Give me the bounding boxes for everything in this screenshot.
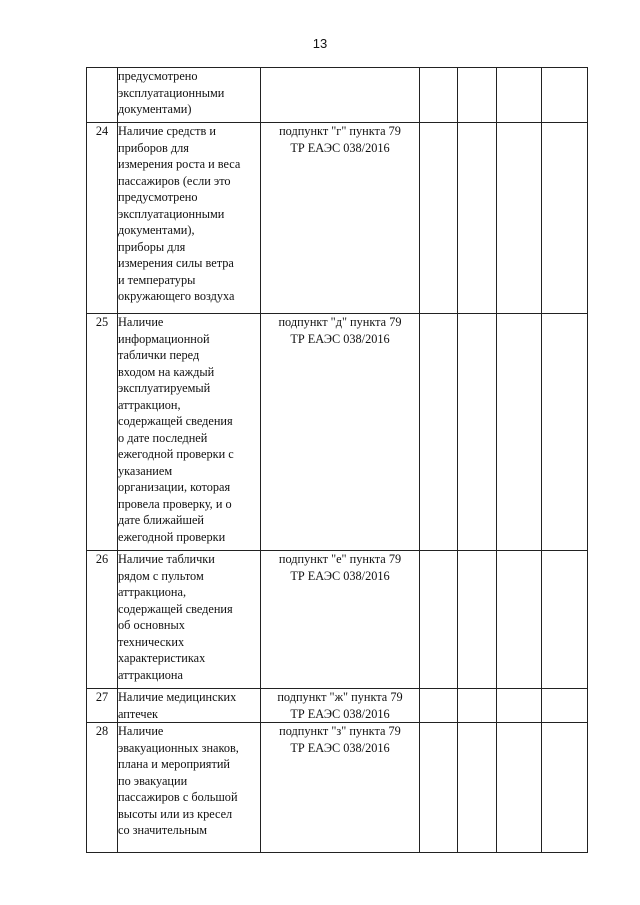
requirement-text-line: Наличие bbox=[118, 724, 164, 738]
answer-yes-cell bbox=[420, 551, 458, 689]
row-number: 26 bbox=[87, 551, 118, 689]
requirement-cell bbox=[118, 123, 261, 314]
answer-no-cell bbox=[458, 68, 497, 123]
requirement-text-line: ежегодной проверки bbox=[118, 529, 226, 544]
table-row bbox=[87, 68, 588, 123]
answer-na-cell bbox=[497, 68, 542, 123]
requirement-text-line: окружающего воздуха bbox=[118, 289, 235, 303]
row-number: 25 bbox=[87, 314, 118, 551]
requirement-text-line: информационной bbox=[118, 331, 210, 346]
reference-cell bbox=[261, 314, 420, 551]
requirement-text-line: технических bbox=[118, 634, 185, 649]
requirement-text-line: аттракциона, bbox=[118, 585, 187, 599]
note-cell bbox=[542, 123, 588, 314]
reference-cell bbox=[261, 689, 420, 723]
requirement-text-line: аттракциона bbox=[118, 667, 183, 682]
requirement-text-line: аттракцион, bbox=[118, 397, 181, 412]
answer-yes-cell bbox=[420, 689, 458, 723]
requirement-text-line: пассажиров с большой bbox=[118, 790, 238, 804]
requirement-text-line: Наличие средств и bbox=[118, 124, 216, 138]
requirement-text-line: приборы для bbox=[118, 239, 186, 254]
row-number: 24 bbox=[87, 123, 118, 314]
answer-yes-cell bbox=[420, 68, 458, 123]
requirement-text-line: документами), bbox=[118, 223, 195, 237]
answer-no-cell bbox=[458, 689, 497, 723]
requirement-text-line: аптечек bbox=[118, 706, 159, 721]
requirement-text-line: о дате последней bbox=[118, 430, 208, 445]
table-row bbox=[87, 123, 588, 314]
requirement-text-line: измерения силы ветра bbox=[118, 256, 234, 270]
row-number: 28 bbox=[87, 723, 118, 853]
reference-text-line: ТР ЕАЭС 038/2016 bbox=[290, 331, 390, 346]
answer-na-cell bbox=[497, 314, 542, 551]
requirement-text-line: измерения роста и веса bbox=[118, 157, 241, 171]
requirement-text-line: дате ближайшей bbox=[118, 513, 205, 527]
requirement-text-line: указанием bbox=[118, 463, 173, 478]
reference-text-line: подпункт "г" пункта 79 bbox=[279, 124, 401, 138]
requirement-text-line: и температуры bbox=[118, 272, 196, 287]
reference-cell bbox=[261, 551, 420, 689]
answer-yes-cell bbox=[420, 723, 458, 853]
requirement-text-line: организации, которая bbox=[118, 480, 231, 494]
requirement-text-line: эксплуатационными bbox=[118, 206, 225, 221]
reference-text-line: подпункт "з" пункта 79 bbox=[279, 724, 401, 738]
reference-cell bbox=[261, 68, 420, 123]
row-number bbox=[87, 68, 118, 123]
requirement-text-line: содержащей сведения bbox=[118, 601, 233, 616]
answer-no-cell bbox=[458, 551, 497, 689]
requirement-text-line: Наличие медицинских bbox=[118, 690, 237, 704]
requirement-text-line: таблички перед bbox=[118, 348, 200, 362]
note-cell bbox=[542, 551, 588, 689]
requirement-text-line: провела проверку, и о bbox=[118, 496, 232, 511]
answer-na-cell bbox=[497, 123, 542, 314]
requirement-text-line: Наличие bbox=[118, 315, 164, 329]
answer-yes-cell bbox=[420, 314, 458, 551]
requirement-text-line: характеристиках bbox=[118, 651, 206, 665]
requirement-text-line: эвакуационных знаков, bbox=[118, 740, 239, 755]
requirement-cell bbox=[118, 723, 261, 853]
requirement-text-line: со значительным bbox=[118, 823, 208, 837]
answer-na-cell bbox=[497, 689, 542, 723]
answer-yes-cell bbox=[420, 123, 458, 314]
note-cell bbox=[542, 723, 588, 853]
requirement-cell bbox=[118, 314, 261, 551]
requirement-text-line: об основных bbox=[118, 618, 185, 632]
requirement-text-line: Наличие таблички bbox=[118, 552, 215, 566]
reference-text-line: подпункт "е" пункта 79 bbox=[278, 552, 402, 566]
requirement-text-line: предусмотрено bbox=[118, 69, 198, 83]
table-row bbox=[87, 689, 588, 723]
reference-text-line: подпункт "д" пункта 79 bbox=[278, 315, 402, 329]
table-row bbox=[87, 723, 588, 853]
table-row bbox=[87, 314, 588, 551]
requirement-text-line: приборов для bbox=[118, 140, 189, 155]
answer-na-cell bbox=[497, 551, 542, 689]
requirement-text-line: входом на каждый bbox=[118, 364, 215, 379]
requirement-text-line: ежегодной проверки с bbox=[118, 447, 234, 461]
requirement-text-line: по эвакуации bbox=[118, 773, 188, 788]
answer-na-cell bbox=[497, 723, 542, 853]
requirement-text-line: предусмотрено bbox=[118, 190, 198, 204]
table-row bbox=[87, 551, 588, 689]
requirement-text-line: документами) bbox=[118, 102, 192, 116]
reference-text-line: подпункт "ж" пункта 79 bbox=[277, 690, 403, 704]
note-cell bbox=[542, 689, 588, 723]
answer-no-cell bbox=[458, 314, 497, 551]
reference-text-line: ТР ЕАЭС 038/2016 bbox=[290, 706, 390, 721]
requirement-text-line: содержащей сведения bbox=[118, 414, 233, 428]
reference-cell bbox=[261, 123, 420, 314]
requirement-text-line: эксплуатационными bbox=[118, 85, 225, 100]
reference-text-line: ТР ЕАЭС 038/2016 bbox=[290, 568, 390, 583]
note-cell bbox=[542, 314, 588, 551]
requirement-text-line: эксплуатируемый bbox=[118, 381, 211, 395]
checklist-table bbox=[86, 67, 588, 853]
requirement-cell bbox=[118, 689, 261, 723]
page-number: 13 bbox=[312, 36, 328, 51]
reference-text-line: ТР ЕАЭС 038/2016 bbox=[290, 740, 390, 755]
requirement-cell bbox=[118, 551, 261, 689]
answer-no-cell bbox=[458, 123, 497, 314]
answer-no-cell bbox=[458, 723, 497, 853]
requirement-cell bbox=[118, 68, 261, 123]
requirement-text-line: плана и мероприятий bbox=[118, 757, 230, 771]
requirement-text-line: пассажиров (если это bbox=[118, 173, 231, 188]
row-number: 27 bbox=[87, 689, 118, 723]
note-cell bbox=[542, 68, 588, 123]
requirement-text-line: рядом с пультом bbox=[118, 568, 204, 583]
reference-text-line: ТР ЕАЭС 038/2016 bbox=[290, 140, 390, 155]
reference-cell bbox=[261, 723, 420, 853]
requirement-text-line: высоты или из кресел bbox=[118, 806, 233, 821]
